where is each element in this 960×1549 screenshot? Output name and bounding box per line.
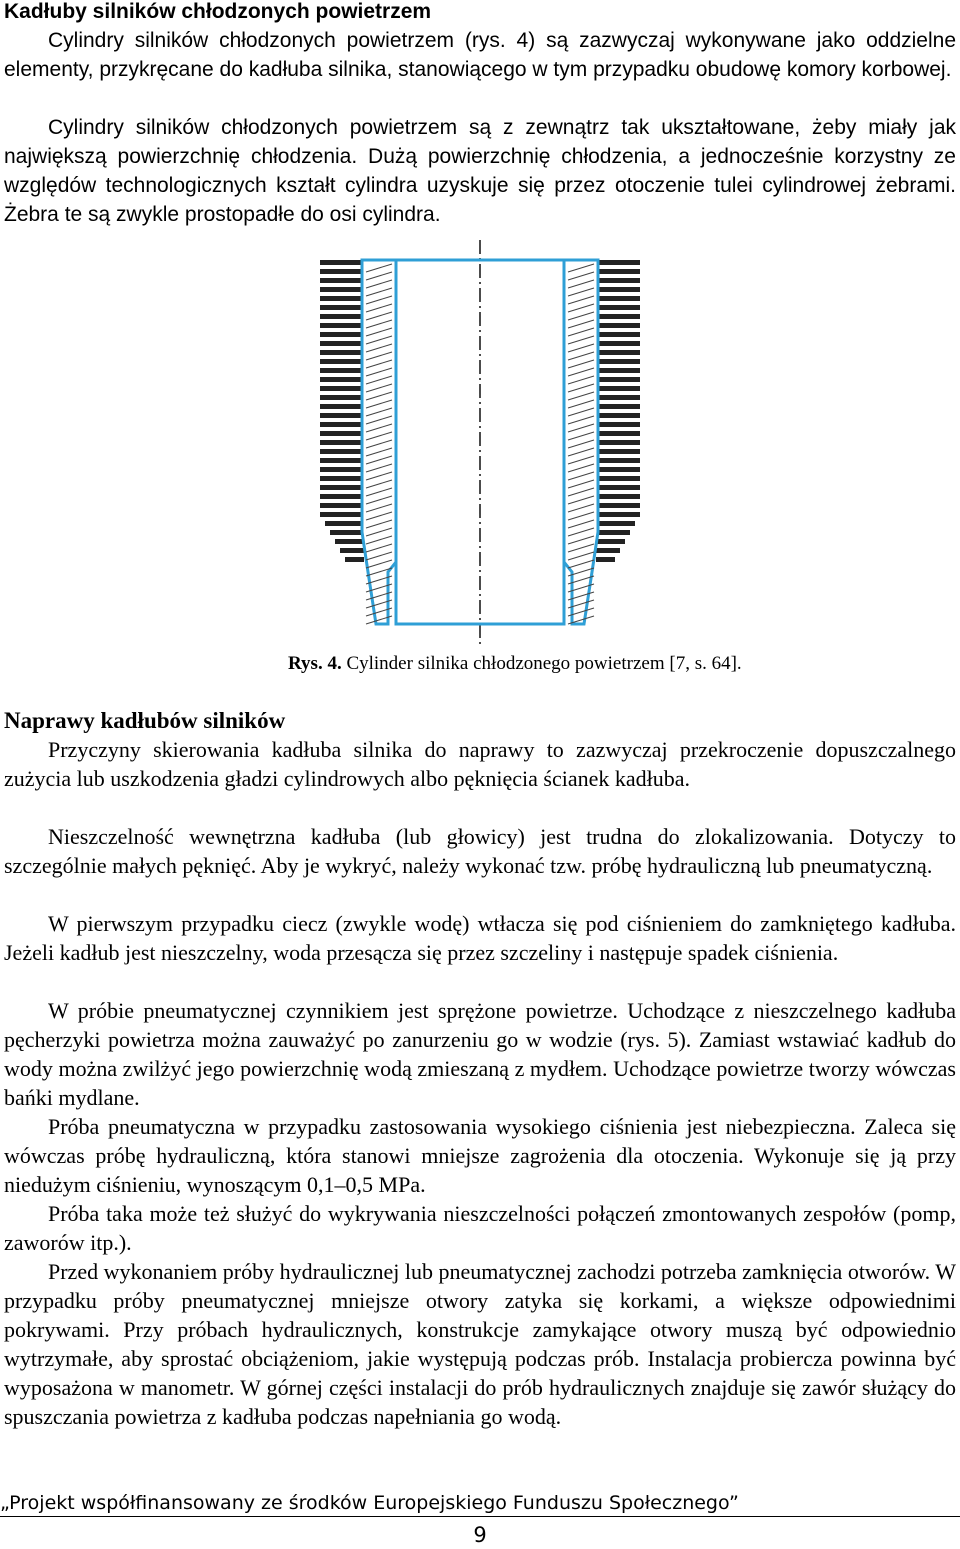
- fin-left: [320, 332, 364, 337]
- fin-right: [596, 476, 640, 481]
- wall-right-hatched: [564, 260, 598, 624]
- fin-right: [596, 296, 640, 301]
- fin-right: [596, 413, 640, 418]
- footer-funding-note: „Projekt współfinansowany ze środków Europejskiego Funduszu Społecznego”: [0, 1492, 739, 1514]
- fin-right: [596, 269, 640, 274]
- fin-right: [596, 539, 625, 544]
- fin-right: [596, 431, 640, 436]
- fin-left: [345, 557, 364, 562]
- fin-left: [320, 314, 364, 319]
- fin-left: [320, 386, 364, 391]
- fin-left: [320, 467, 364, 472]
- fin-left: [320, 503, 364, 508]
- fin-left: [320, 305, 364, 310]
- fin-left: [320, 494, 364, 499]
- fin-left: [320, 269, 364, 274]
- fin-right: [596, 458, 640, 463]
- fin-left: [320, 431, 364, 436]
- fin-left: [320, 485, 364, 490]
- wall-left-hatched: [362, 260, 396, 624]
- cooling-fins-left: [320, 260, 364, 562]
- fin-left: [330, 530, 364, 535]
- fin-right: [596, 512, 640, 517]
- fin-right: [596, 422, 640, 427]
- fin-right: [596, 494, 640, 499]
- page-number: 9: [473, 1523, 487, 1547]
- paragraph: Przed wykonaniem próby hydraulicznej lub pneumatycznej zachodzi potrzeba zamknięcia otworów. W przypadku próby pneumatycznej mniejsze otwory zatyka się korkami, a większe odpowiednimi pokrywami. Przy próbach hydraulicznych, konstrukcje zamykające otwory muszą być odpowiednio wytrzymałe, aby sprostać obciążeniom, jakie występują podczas prób. Instalacja probiercza powinna być wyposażona w manometr. W górnej części instalacji do prób hydraulicznych znajduje się zawór służący do spuszczania powietrza z kadłuba podczas napełniania go wodą.: [4, 1259, 956, 1429]
- cylinder-cross-section-drawing: [288, 232, 672, 650]
- fin-right: [596, 341, 640, 346]
- fin-right: [596, 350, 640, 355]
- fin-right: [596, 260, 640, 265]
- paragraph: Próba pneumatyczna w przypadku zastosowania wysokiego ciśnienia jest niebezpieczna. Zaleca się wówczas próbę hydrauliczną, która stanowi mniejsze zagrożenia dla otoczenia. Wykonuje się ją przy niedużym ciśnieniu, wynoszącym 0,1–0,5 MPa.: [4, 1114, 956, 1197]
- fin-left: [320, 260, 364, 265]
- fin-left: [325, 521, 364, 526]
- fin-right: [596, 395, 640, 400]
- fin-right: [596, 323, 640, 328]
- fin-left: [320, 404, 364, 409]
- fin-left: [320, 341, 364, 346]
- footer-divider: [0, 1516, 960, 1517]
- fin-left: [320, 359, 364, 364]
- fin-right: [596, 278, 640, 283]
- fin-left: [320, 449, 364, 454]
- paragraph: Cylindry silników chłodzonych powietrzem (rys. 4) są zazwyczaj wykonywane jako oddzielne elementy, przykręcane do kadłuba silnika, stanowiącego w tym przypadku obudowę komory korbowej.: [4, 29, 956, 81]
- fin-right: [596, 368, 640, 373]
- fin-left: [320, 476, 364, 481]
- paragraph: W pierwszym przypadku ciecz (zwykle wodę) wtłacza się pod ciśnieniem do zamkniętego kadłuba. Jeżeli kadłub jest nieszczelny, woda przesącza się przez szczeliny i następuje spadek ciśnienia.: [4, 911, 956, 965]
- fin-left: [320, 458, 364, 463]
- fin-right: [596, 521, 635, 526]
- fin-left: [320, 296, 364, 301]
- fin-right: [596, 503, 640, 508]
- fin-right: [596, 404, 640, 409]
- fin-left: [320, 323, 364, 328]
- cooling-fins-right: [596, 260, 640, 562]
- fin-left: [320, 413, 364, 418]
- fin-left: [340, 548, 364, 553]
- paragraph: Przyczyny skierowania kadłuba silnika do naprawy to zazwyczaj przekroczenie dopuszczalnego zużycia lub uszkodzenia gładzi cylindrowych albo pęknięcia ścianek kadłuba.: [4, 737, 956, 791]
- fin-left: [320, 377, 364, 382]
- section-heading-air-cooled: Kadłuby silników chłodzonych powietrzem: [4, 0, 432, 23]
- fin-right: [596, 386, 640, 391]
- cylinder-walls: [362, 240, 598, 644]
- fin-right: [596, 548, 620, 553]
- fin-left: [320, 278, 364, 283]
- fin-right: [596, 557, 615, 562]
- fin-left: [320, 440, 364, 445]
- fin-right: [596, 287, 640, 292]
- paragraph: W próbie pneumatycznej czynnikiem jest sprężone powietrze. Uchodzące z nieszczelnego kadłuba pęcherzyki powietrza można zauważyć po zanurzeniu go w wodzie (rys. 5). Zamiast wstawiać kadłub do wody można zwilżyć jego powierzchnię wodą zmieszaną z mydłem. Uchodzące powietrze tworzy wówczas bańki mydlane.: [4, 998, 956, 1110]
- paragraph: Nieszczelność wewnętrzna kadłuba (lub głowicy) jest trudna do zlokalizowania. Dotyczy to szczególnie małych pęknięć. Aby je wykryć, należy wykonać tzw. próbę hydrauliczną lub pneumatyczną.: [4, 824, 956, 878]
- fin-left: [320, 422, 364, 427]
- fin-left: [335, 539, 364, 544]
- caption-text: Cylinder silnika chłodzonego powietrzem [7, s. 64].: [346, 653, 742, 674]
- paragraph: Próba taka może też służyć do wykrywania nieszczelności połączeń zmontowanych zespołów (pomp, zaworów itp.).: [4, 1201, 956, 1255]
- section-heading-repairs: Naprawy kadłubów silników: [4, 708, 286, 733]
- fin-left: [320, 395, 364, 400]
- fin-right: [596, 467, 640, 472]
- fin-left: [320, 350, 364, 355]
- cylinder-figure: [288, 232, 672, 650]
- fin-left: [320, 287, 364, 292]
- fin-right: [596, 440, 640, 445]
- fin-right: [596, 449, 640, 454]
- fin-right: [596, 377, 640, 382]
- fin-right: [596, 314, 640, 319]
- fin-right: [596, 530, 630, 535]
- fin-right: [596, 332, 640, 337]
- paragraph: Cylindry silników chłodzonych powietrzem są z zewnątrz tak ukształtowane, żeby miały jak największą powierzchnię chłodzenia. Dużą powierzchnię chłodzenia, a jednocześnie korzystny ze względów technologicznych kształt cylindra uzyskuje się przez otoczenie tulei cylindrowej żebrami. Żebra te są zwykle prostopadłe do osi cylindra.: [4, 116, 956, 226]
- fin-right: [596, 485, 640, 490]
- fin-left: [320, 512, 364, 517]
- fin-right: [596, 359, 640, 364]
- fin-right: [596, 305, 640, 310]
- caption-label: Rys. 4.: [288, 653, 342, 674]
- fin-left: [320, 368, 364, 373]
- figure-caption: [288, 652, 758, 676]
